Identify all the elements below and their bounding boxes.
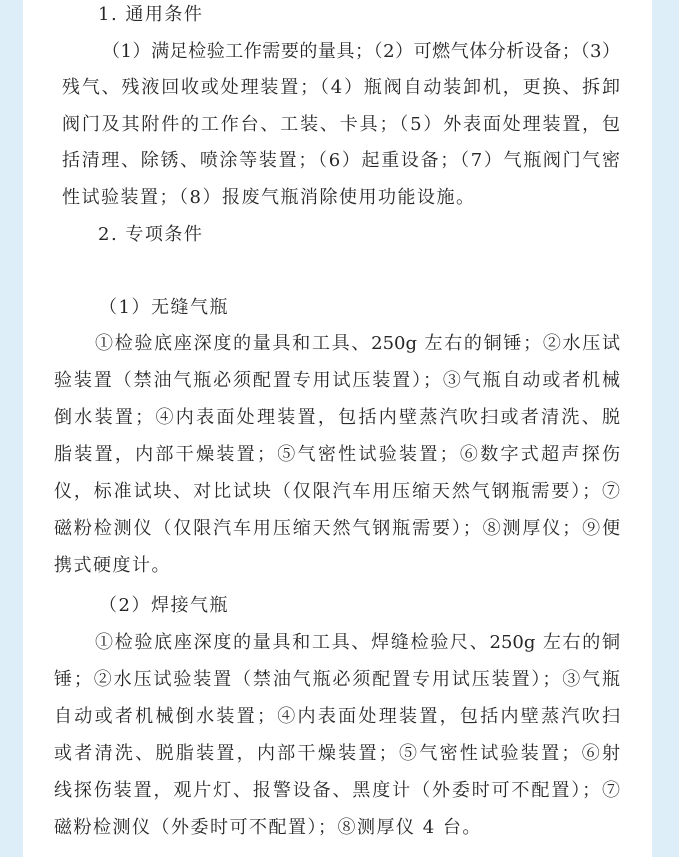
paragraph-line: 锤；②水压试验装置（禁油气瓶必须配置专用试压装置）；③气瓶 xyxy=(54,669,620,690)
paragraph-line: 或者清洗、脱脂装置，内部干燥装置；⑤气密性试验装置；⑥射 xyxy=(54,743,620,764)
paragraph-line: ①检验底座深度的量具和工具、焊缝检验尺、250g 左右的铜 xyxy=(95,632,620,653)
paragraph-line: 性试验装置；（8）报废气瓶消除使用功能设施。 xyxy=(62,187,476,208)
paragraph-line: 阀门及其附件的工作台、工装、卡具；（5）外表面处理装置，包 xyxy=(62,114,620,135)
subsection-heading-welded: （2）焊接气瓶 xyxy=(99,595,229,616)
document-page xyxy=(23,0,652,857)
paragraph-line: 验装置（禁油气瓶必须配置专用试压装置）；③气瓶自动或者机械 xyxy=(54,370,620,391)
section-heading-general: 1. 通用条件 xyxy=(98,4,204,25)
paragraph-line: 残气、残液回收或处理装置；（4）瓶阀自动装卸机，更换、拆卸 xyxy=(62,77,620,98)
paragraph-line: 括清理、除锈、喷涂等装置；（6）起重设备；（7）气瓶阀门气密 xyxy=(62,150,620,171)
paragraph-line: 仪，标准试块、对比试块（仅限汽车用压缩天然气钢瓶需要）；⑦ xyxy=(54,481,620,502)
paragraph-line: 携式硬度计。 xyxy=(54,555,171,576)
section-heading-special: 2. 专项条件 xyxy=(98,224,204,245)
paragraph-line: （1）满足检验工作需要的量具；（2）可燃气体分析设备；（3） xyxy=(102,41,620,62)
paragraph-line: 自动或者机械倒水装置；④内表面处理装置，包括内壁蒸汽吹扫 xyxy=(54,706,620,727)
paragraph-line: 脂装置，内部干燥装置；⑤气密性试验装置；⑥数字式超声探伤 xyxy=(54,444,620,465)
paragraph-line: 磁粉检测仪（仅限汽车用压缩天然气钢瓶需要）；⑧测厚仪；⑨便 xyxy=(54,518,620,539)
paragraph-line: ①检验底座深度的量具和工具、250g 左右的铜锤；②水压试 xyxy=(95,333,620,354)
paragraph-line: 线探伤装置，观片灯、报警设备、黑度计（外委时可不配置）；⑦ xyxy=(54,780,620,801)
paragraph-line: 倒水装置；④内表面处理装置，包括内壁蒸汽吹扫或者清洗、脱 xyxy=(54,407,620,428)
paragraph-line: 磁粉检测仪（外委时可不配置）；⑧测厚仪 4 台。 xyxy=(54,817,482,838)
subsection-heading-seamless: （1）无缝气瓶 xyxy=(99,297,229,318)
